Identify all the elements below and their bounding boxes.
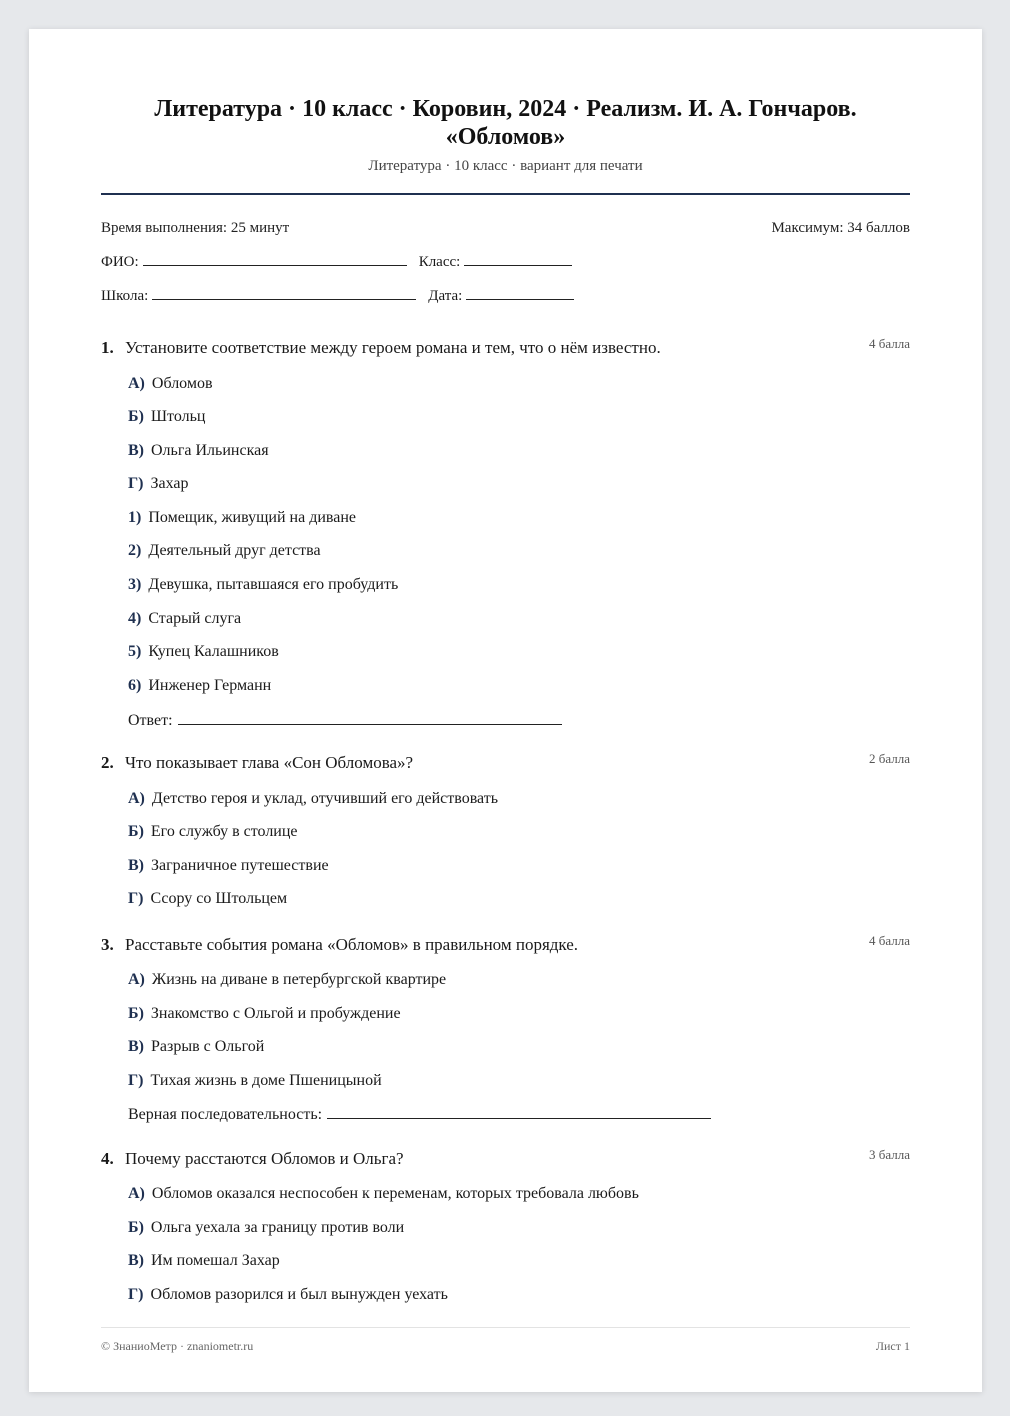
question-header bbox=[101, 753, 910, 773]
option-key: А) bbox=[128, 971, 145, 988]
question-2 bbox=[101, 751, 910, 907]
option-item[interactable] bbox=[128, 1005, 401, 1023]
question-header bbox=[101, 338, 910, 358]
option-text: Ссору со Штольцем bbox=[150, 890, 288, 907]
option-item[interactable] bbox=[128, 1038, 264, 1056]
option-key: В) bbox=[128, 1252, 144, 1269]
question-1 bbox=[101, 336, 910, 729]
option-text: Помещик, живущий на диване bbox=[148, 509, 357, 526]
page-subtitle: Литература · 10 класс · вариант для печати bbox=[368, 158, 643, 174]
option-item[interactable] bbox=[128, 1219, 404, 1237]
option-item[interactable] bbox=[128, 1252, 280, 1270]
question-3 bbox=[101, 933, 910, 1123]
option-item[interactable] bbox=[128, 857, 329, 875]
question-text: Установите соответствие между героем романа и тем, что о нём известно. bbox=[125, 338, 661, 357]
option-text: Обломов оказался неспособен к переменам, которых требовала любовь bbox=[151, 1185, 639, 1202]
answer-row bbox=[128, 711, 574, 730]
question-points: 3 балла bbox=[869, 1147, 910, 1162]
question-4 bbox=[101, 1147, 910, 1303]
question-text: Почему расстаются Обломов и Ольга? bbox=[125, 1149, 404, 1168]
option-key: А) bbox=[128, 790, 145, 807]
school-label: Школа: bbox=[101, 288, 149, 304]
option-text: Штольц bbox=[150, 408, 206, 425]
option-key: 6) bbox=[128, 677, 142, 694]
student-fields-row-1 bbox=[101, 253, 584, 271]
header-divider bbox=[101, 193, 910, 195]
answer-label: Верная последовательность: bbox=[128, 1106, 323, 1123]
option-key: 3) bbox=[128, 576, 142, 593]
answer-field[interactable] bbox=[178, 711, 562, 725]
option-text: Ольга уехала за границу против воли bbox=[150, 1219, 405, 1236]
option-text: Ольга Ильинская bbox=[151, 442, 269, 459]
option-item[interactable] bbox=[128, 1286, 448, 1304]
option-item[interactable] bbox=[128, 677, 271, 695]
option-text: Обломов разорился и был вынужден уехать bbox=[150, 1286, 448, 1303]
class-label: Класс: bbox=[418, 254, 461, 270]
option-item[interactable] bbox=[128, 408, 205, 426]
question-points: 4 балла bbox=[869, 336, 910, 351]
question-text: Расставьте события романа «Обломов» в правильном порядке. bbox=[125, 935, 579, 954]
answer-row bbox=[128, 1105, 723, 1124]
option-item[interactable] bbox=[128, 823, 298, 841]
option-item[interactable] bbox=[128, 1072, 382, 1090]
option-item[interactable] bbox=[128, 643, 279, 661]
student-fields-row-2 bbox=[101, 287, 586, 305]
max-score: Максимум: 34 баллов bbox=[771, 220, 910, 236]
fio-label: ФИО: bbox=[101, 254, 139, 270]
option-key: 1) bbox=[128, 509, 142, 526]
option-key: Б) bbox=[128, 408, 144, 425]
question-header bbox=[101, 1149, 910, 1169]
option-text: Деятельный друг детства bbox=[148, 542, 321, 559]
page-number: Лист 1 bbox=[875, 1339, 910, 1353]
option-text: Старый слуга bbox=[148, 610, 242, 627]
option-item[interactable] bbox=[128, 1185, 639, 1203]
footer-divider bbox=[101, 1327, 910, 1328]
option-text: Детство героя и уклад, отучивший его действовать bbox=[151, 790, 499, 807]
option-text: Разрыв с Ольгой bbox=[151, 1038, 265, 1055]
option-text: Заграничное путешествие bbox=[151, 857, 329, 874]
question-header bbox=[101, 935, 910, 955]
option-key: 4) bbox=[128, 610, 142, 627]
answer-label: Ответ: bbox=[128, 712, 173, 729]
option-text: Им помешал Захар bbox=[151, 1252, 280, 1269]
option-item[interactable] bbox=[128, 442, 269, 460]
question-points: 4 балла bbox=[869, 933, 910, 948]
option-item[interactable] bbox=[128, 610, 241, 628]
answer-field[interactable] bbox=[327, 1105, 711, 1119]
class-field[interactable] bbox=[464, 253, 572, 266]
question-number: 4. bbox=[101, 1149, 114, 1168]
option-text: Купец Калашников bbox=[148, 643, 279, 660]
option-key: В) bbox=[128, 1038, 144, 1055]
option-text: Захар bbox=[150, 475, 189, 492]
option-item[interactable] bbox=[128, 475, 189, 493]
option-key: Г) bbox=[128, 475, 144, 492]
date-label: Дата: bbox=[428, 288, 463, 304]
date-field[interactable] bbox=[466, 287, 574, 300]
option-key: 2) bbox=[128, 542, 142, 559]
question-number: 3. bbox=[101, 935, 114, 954]
school-field[interactable] bbox=[152, 287, 416, 300]
option-key: А) bbox=[128, 375, 145, 392]
option-key: Г) bbox=[128, 890, 144, 907]
option-key: Г) bbox=[128, 1286, 144, 1303]
option-key: 5) bbox=[128, 643, 142, 660]
option-item[interactable] bbox=[128, 790, 498, 808]
option-text: Знакомство с Ольгой и пробуждение bbox=[150, 1005, 401, 1022]
option-key: Б) bbox=[128, 823, 144, 840]
question-points: 2 балла bbox=[869, 751, 910, 766]
option-item[interactable] bbox=[128, 542, 321, 560]
fio-field[interactable] bbox=[143, 253, 407, 266]
option-text: Жизнь на диване в петербургской квартире bbox=[151, 971, 447, 988]
option-text: Инженер Германн bbox=[148, 677, 272, 694]
page-title: Литература · 10 класс · Коровин, 2024 · Реализм. И. А. Гончаров. «Обломов» bbox=[154, 96, 857, 150]
option-key: Б) bbox=[128, 1219, 144, 1236]
option-text: Его службу в столице bbox=[150, 823, 298, 840]
question-number: 1. bbox=[101, 338, 114, 357]
option-key: В) bbox=[128, 857, 144, 874]
option-key: Б) bbox=[128, 1005, 144, 1022]
option-key: Г) bbox=[128, 1072, 144, 1089]
question-text: Что показывает глава «Сон Обломова»? bbox=[125, 753, 414, 772]
option-text: Обломов bbox=[151, 375, 213, 392]
question-number: 2. bbox=[101, 753, 114, 772]
option-key: А) bbox=[128, 1185, 145, 1202]
time-limit: Время выполнения: 25 минут bbox=[101, 220, 290, 236]
option-item[interactable] bbox=[128, 576, 398, 594]
option-item[interactable] bbox=[128, 971, 446, 989]
option-item[interactable] bbox=[128, 375, 213, 393]
option-text: Девушка, пытавшаяся его пробудить bbox=[148, 576, 399, 593]
option-item[interactable] bbox=[128, 509, 356, 527]
option-item[interactable] bbox=[128, 890, 287, 908]
worksheet-page bbox=[29, 29, 982, 1392]
option-text: Тихая жизнь в доме Пшеницыной bbox=[150, 1072, 382, 1089]
option-key: В) bbox=[128, 442, 144, 459]
footer-copyright[interactable]: © ЗнаниоМетр · znaniometr.ru bbox=[101, 1339, 254, 1353]
